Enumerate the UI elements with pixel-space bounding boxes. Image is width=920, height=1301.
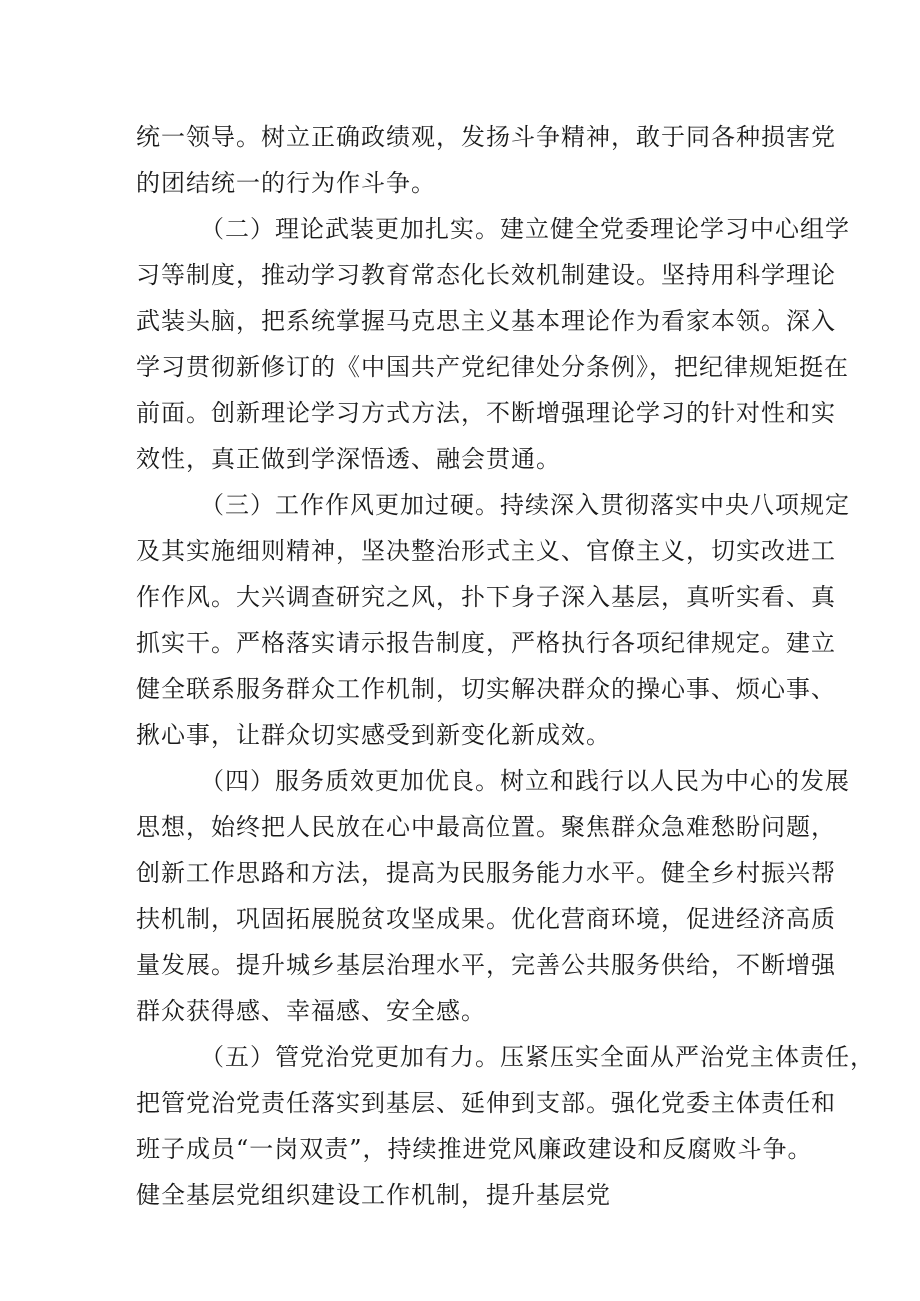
text-line: 习等制度，推动学习教育常态化长效机制建设。坚持用科学理论 xyxy=(136,261,836,289)
text-line: 思想，始终把人民放在心中最高位置。聚焦群众急难愁盼问题， xyxy=(136,813,836,841)
text-line: 量发展。提升城乡基层治理水平，完善公共服务供给，不断增强 xyxy=(136,951,836,979)
text-line: 前面。创新理论学习方式方法，不断增强理论学习的针对性和实 xyxy=(136,399,836,427)
text-line: 健全基层党组织建设工作机制，提升基层党 xyxy=(136,1181,611,1209)
text-line: 武装头脑，把系统掌握马克思主义基本理论作为看家本领。深入 xyxy=(136,307,836,335)
paragraph-heading-line: （五）管党治党更加有力。压紧压实全面从严治党主体责任， xyxy=(200,1043,875,1071)
text-line: 揪心事，让群众切实感受到新变化新成效。 xyxy=(136,721,611,749)
text-line: 效性，真正做到学深悟透、融会贯通。 xyxy=(136,445,561,473)
paragraph-heading-line: （二）理论武装更加扎实。建立健全党委理论学习中心组学 xyxy=(200,215,850,243)
text-line: 抓实干。严格落实请示报告制度，严格执行各项纪律规定。建立 xyxy=(136,629,836,657)
text-line: 扶机制，巩固拓展脱贫攻坚成果。优化营商环境，促进经济高质 xyxy=(136,905,836,933)
text-line: 学习贯彻新修订的《中国共产党纪律处分条例》，把纪律规矩挺在 xyxy=(136,353,849,381)
text-line: 的团结统一的行为作斗争。 xyxy=(136,169,436,197)
text-line: 群众获得感、幸福感、安全感。 xyxy=(136,997,486,1025)
text-line: 创新工作思路和方法，提高为民服务能力水平。健全乡村振兴帮 xyxy=(136,859,836,887)
paragraph-heading-line: （四）服务质效更加优良。树立和践行以人民为中心的发展 xyxy=(200,767,850,795)
text-line: 班子成员“一岗双责”，持续推进党风廉政建设和反腐败斗争。 xyxy=(136,1135,813,1163)
text-line: 健全联系服务群众工作机制，切实解决群众的操心事、烦心事、 xyxy=(136,675,836,703)
text-line: 把管党治党责任落实到基层、延伸到支部。强化党委主体责任和 xyxy=(136,1089,836,1117)
text-line: 及其实施细则精神，坚决整治形式主义、官僚主义，切实改进工 xyxy=(136,537,836,565)
text-line: 作作风。大兴调查研究之风，扑下身子深入基层，真听实看、真 xyxy=(136,583,836,611)
paragraph-heading-line: （三）工作作风更加过硬。持续深入贯彻落实中央八项规定 xyxy=(200,491,850,519)
text-line: 统一领导。树立正确政绩观，发扬斗争精神，敢于同各种损害党 xyxy=(136,123,836,151)
